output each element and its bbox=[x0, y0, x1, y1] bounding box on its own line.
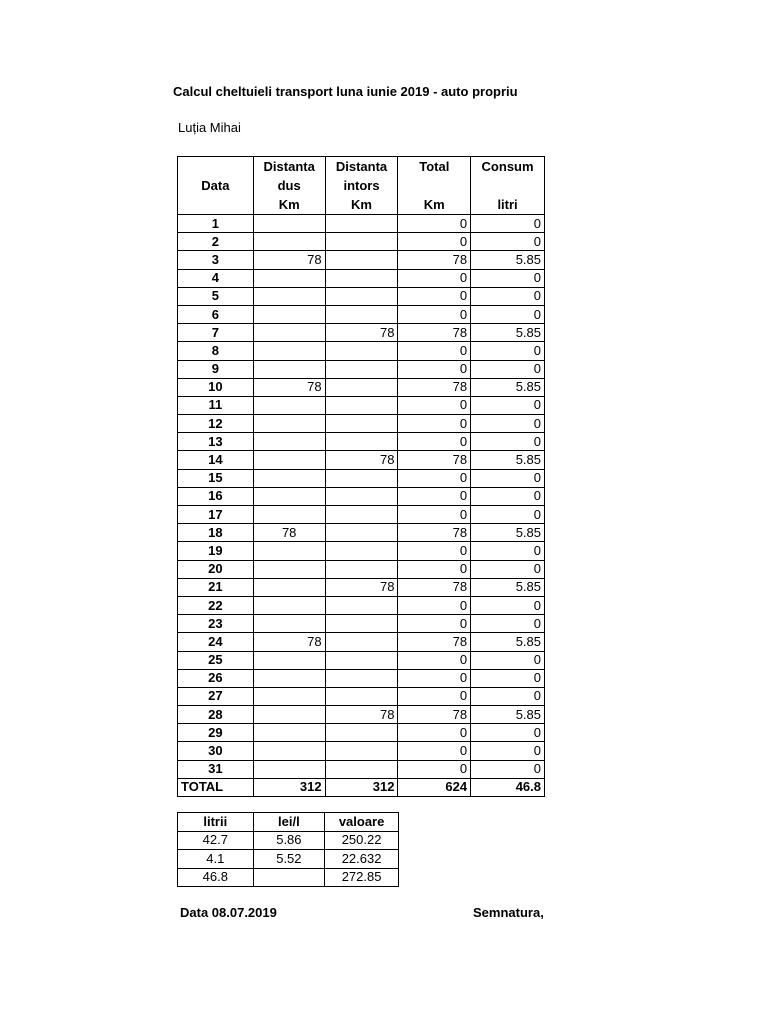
row-total: 0 bbox=[398, 560, 471, 578]
row-total: 0 bbox=[398, 687, 471, 705]
fuel-value: 22.632 bbox=[325, 850, 399, 869]
row-distanta-dus bbox=[253, 287, 325, 305]
row-total: 0 bbox=[398, 506, 471, 524]
row-distanta-intors bbox=[325, 651, 398, 669]
row-day: 10 bbox=[178, 378, 254, 396]
total-distanta-intors: 312 bbox=[325, 778, 398, 796]
row-consum: 5.85 bbox=[471, 251, 545, 269]
row-consum: 0 bbox=[471, 469, 545, 487]
row-distanta-dus bbox=[253, 615, 325, 633]
row-consum: 5.85 bbox=[471, 324, 545, 342]
row-distanta-dus bbox=[253, 233, 325, 251]
fuel-value: 272.85 bbox=[325, 868, 399, 887]
row-distanta-dus bbox=[253, 578, 325, 596]
row-day: 30 bbox=[178, 742, 254, 760]
table-row bbox=[178, 742, 545, 760]
document-date: Data 08.07.2019 bbox=[180, 905, 277, 920]
table-row bbox=[178, 233, 545, 251]
table-row bbox=[178, 560, 545, 578]
header-data: Data bbox=[178, 157, 254, 215]
row-consum: 0 bbox=[471, 560, 545, 578]
row-distanta-intors bbox=[325, 560, 398, 578]
table-row bbox=[178, 305, 545, 323]
row-distanta-dus: 78 bbox=[253, 524, 325, 542]
row-day: 6 bbox=[178, 305, 254, 323]
row-distanta-intors bbox=[325, 251, 398, 269]
table-row bbox=[178, 524, 545, 542]
fuel-header-lei-per-litru: lei/l bbox=[253, 813, 325, 832]
row-distanta-intors bbox=[325, 687, 398, 705]
header-consum: Consum litri bbox=[471, 157, 545, 215]
row-day: 23 bbox=[178, 615, 254, 633]
table-row bbox=[178, 687, 545, 705]
fuel-price bbox=[253, 868, 325, 887]
row-day: 8 bbox=[178, 342, 254, 360]
row-total: 0 bbox=[398, 215, 471, 233]
row-consum: 5.85 bbox=[471, 524, 545, 542]
table-row bbox=[178, 651, 545, 669]
row-day: 19 bbox=[178, 542, 254, 560]
row-distanta-intors bbox=[325, 287, 398, 305]
row-distanta-intors bbox=[325, 633, 398, 651]
row-total: 0 bbox=[398, 596, 471, 614]
header-distanta-intors: Distanta intors Km bbox=[325, 157, 398, 215]
row-consum: 0 bbox=[471, 269, 545, 287]
row-day: 25 bbox=[178, 651, 254, 669]
row-consum: 0 bbox=[471, 669, 545, 687]
row-total: 78 bbox=[398, 706, 471, 724]
table-row bbox=[178, 433, 545, 451]
table-row bbox=[178, 633, 545, 651]
table-header-row bbox=[178, 157, 545, 215]
row-distanta-intors bbox=[325, 487, 398, 505]
row-distanta-intors: 78 bbox=[325, 324, 398, 342]
row-distanta-dus bbox=[253, 415, 325, 433]
row-consum: 5.85 bbox=[471, 378, 545, 396]
row-consum: 0 bbox=[471, 342, 545, 360]
row-consum: 0 bbox=[471, 687, 545, 705]
row-total: 0 bbox=[398, 760, 471, 778]
document-title: Calcul cheltuieli transport luna iunie 2019 - auto propriu bbox=[173, 84, 518, 99]
table-row bbox=[178, 706, 545, 724]
table-row bbox=[178, 342, 545, 360]
fuel-row bbox=[178, 850, 399, 869]
row-distanta-dus bbox=[253, 706, 325, 724]
row-distanta-dus bbox=[253, 742, 325, 760]
row-total: 0 bbox=[398, 233, 471, 251]
row-distanta-dus bbox=[253, 269, 325, 287]
row-distanta-dus bbox=[253, 760, 325, 778]
row-distanta-intors bbox=[325, 524, 398, 542]
row-day: 2 bbox=[178, 233, 254, 251]
row-day: 21 bbox=[178, 578, 254, 596]
fuel-price: 5.86 bbox=[253, 831, 325, 850]
row-day: 31 bbox=[178, 760, 254, 778]
table-row bbox=[178, 724, 545, 742]
row-consum: 0 bbox=[471, 596, 545, 614]
row-day: 24 bbox=[178, 633, 254, 651]
table-row bbox=[178, 287, 545, 305]
row-consum: 0 bbox=[471, 305, 545, 323]
table-row bbox=[178, 269, 545, 287]
row-consum: 0 bbox=[471, 396, 545, 414]
table-row bbox=[178, 506, 545, 524]
row-total: 78 bbox=[398, 578, 471, 596]
row-total: 0 bbox=[398, 269, 471, 287]
row-distanta-dus bbox=[253, 651, 325, 669]
row-total: 0 bbox=[398, 669, 471, 687]
row-distanta-intors bbox=[325, 742, 398, 760]
row-day: 20 bbox=[178, 560, 254, 578]
row-day: 15 bbox=[178, 469, 254, 487]
row-distanta-intors bbox=[325, 669, 398, 687]
row-distanta-dus bbox=[253, 215, 325, 233]
row-distanta-intors bbox=[325, 760, 398, 778]
row-total: 0 bbox=[398, 542, 471, 560]
row-day: 18 bbox=[178, 524, 254, 542]
row-day: 12 bbox=[178, 415, 254, 433]
fuel-header-row bbox=[178, 813, 399, 832]
table-row bbox=[178, 596, 545, 614]
row-total: 78 bbox=[398, 378, 471, 396]
transport-table bbox=[177, 156, 545, 797]
header-distanta-dus: Distanta dus Km bbox=[253, 157, 325, 215]
row-consum: 5.85 bbox=[471, 633, 545, 651]
signature-label: Semnatura, bbox=[473, 905, 544, 920]
row-distanta-dus bbox=[253, 305, 325, 323]
row-distanta-dus bbox=[253, 342, 325, 360]
row-day: 16 bbox=[178, 487, 254, 505]
row-total: 0 bbox=[398, 469, 471, 487]
row-consum: 0 bbox=[471, 651, 545, 669]
row-total: 0 bbox=[398, 287, 471, 305]
row-distanta-intors bbox=[325, 378, 398, 396]
row-distanta-intors bbox=[325, 469, 398, 487]
table-row bbox=[178, 469, 545, 487]
table-row bbox=[178, 415, 545, 433]
row-distanta-intors bbox=[325, 615, 398, 633]
row-distanta-dus bbox=[253, 687, 325, 705]
total-row bbox=[178, 778, 545, 796]
header-total: Total Km bbox=[398, 157, 471, 215]
row-day: 9 bbox=[178, 360, 254, 378]
row-distanta-dus bbox=[253, 560, 325, 578]
row-distanta-intors bbox=[325, 724, 398, 742]
row-day: 28 bbox=[178, 706, 254, 724]
person-name: Luția Mihai bbox=[178, 120, 241, 135]
row-distanta-intors bbox=[325, 396, 398, 414]
row-total: 0 bbox=[398, 305, 471, 323]
row-day: 29 bbox=[178, 724, 254, 742]
row-distanta-intors: 78 bbox=[325, 451, 398, 469]
row-distanta-intors bbox=[325, 305, 398, 323]
table-row bbox=[178, 669, 545, 687]
row-distanta-intors bbox=[325, 542, 398, 560]
table-row bbox=[178, 487, 545, 505]
row-distanta-dus: 78 bbox=[253, 251, 325, 269]
row-distanta-dus bbox=[253, 542, 325, 560]
table-row bbox=[178, 451, 545, 469]
row-day: 26 bbox=[178, 669, 254, 687]
table-row bbox=[178, 542, 545, 560]
row-consum: 0 bbox=[471, 287, 545, 305]
fuel-row bbox=[178, 831, 399, 850]
row-consum: 0 bbox=[471, 487, 545, 505]
row-distanta-intors: 78 bbox=[325, 706, 398, 724]
row-distanta-dus: 78 bbox=[253, 633, 325, 651]
table-row bbox=[178, 360, 545, 378]
row-distanta-dus bbox=[253, 469, 325, 487]
row-consum: 0 bbox=[471, 233, 545, 251]
total-label: TOTAL bbox=[178, 778, 254, 796]
row-day: 4 bbox=[178, 269, 254, 287]
row-consum: 0 bbox=[471, 542, 545, 560]
row-consum: 5.85 bbox=[471, 578, 545, 596]
row-distanta-intors bbox=[325, 233, 398, 251]
row-consum: 0 bbox=[471, 360, 545, 378]
row-consum: 0 bbox=[471, 506, 545, 524]
fuel-litrii: 46.8 bbox=[178, 868, 254, 887]
fuel-total-row bbox=[178, 868, 399, 887]
table-row bbox=[178, 615, 545, 633]
row-day: 3 bbox=[178, 251, 254, 269]
row-distanta-intors bbox=[325, 360, 398, 378]
row-distanta-intors bbox=[325, 433, 398, 451]
row-distanta-intors bbox=[325, 506, 398, 524]
row-distanta-intors bbox=[325, 342, 398, 360]
row-day: 17 bbox=[178, 506, 254, 524]
row-day: 7 bbox=[178, 324, 254, 342]
row-total: 78 bbox=[398, 633, 471, 651]
table-row bbox=[178, 251, 545, 269]
table-row bbox=[178, 396, 545, 414]
row-consum: 0 bbox=[471, 742, 545, 760]
row-total: 78 bbox=[398, 451, 471, 469]
row-total: 0 bbox=[398, 396, 471, 414]
fuel-litrii: 4.1 bbox=[178, 850, 254, 869]
row-day: 1 bbox=[178, 215, 254, 233]
row-consum: 0 bbox=[471, 760, 545, 778]
row-distanta-dus: 78 bbox=[253, 378, 325, 396]
row-distanta-dus bbox=[253, 396, 325, 414]
row-total: 0 bbox=[398, 415, 471, 433]
row-total: 0 bbox=[398, 433, 471, 451]
fuel-value: 250.22 bbox=[325, 831, 399, 850]
row-distanta-intors bbox=[325, 596, 398, 614]
row-total: 78 bbox=[398, 324, 471, 342]
table-row bbox=[178, 215, 545, 233]
row-distanta-intors bbox=[325, 215, 398, 233]
row-distanta-dus bbox=[253, 451, 325, 469]
table-row bbox=[178, 578, 545, 596]
row-total: 0 bbox=[398, 651, 471, 669]
row-day: 27 bbox=[178, 687, 254, 705]
row-total: 78 bbox=[398, 524, 471, 542]
table-row bbox=[178, 324, 545, 342]
row-distanta-dus bbox=[253, 506, 325, 524]
row-consum: 0 bbox=[471, 433, 545, 451]
fuel-cost-table bbox=[177, 812, 399, 887]
row-day: 22 bbox=[178, 596, 254, 614]
row-total: 0 bbox=[398, 342, 471, 360]
row-day: 5 bbox=[178, 287, 254, 305]
row-total: 78 bbox=[398, 251, 471, 269]
row-total: 0 bbox=[398, 742, 471, 760]
row-distanta-dus bbox=[253, 324, 325, 342]
row-total: 0 bbox=[398, 615, 471, 633]
row-consum: 5.85 bbox=[471, 451, 545, 469]
row-consum: 0 bbox=[471, 415, 545, 433]
fuel-header-valoare: valoare bbox=[325, 813, 399, 832]
fuel-litrii: 42.7 bbox=[178, 831, 254, 850]
row-day: 14 bbox=[178, 451, 254, 469]
fuel-price: 5.52 bbox=[253, 850, 325, 869]
fuel-header-litrii: litrii bbox=[178, 813, 254, 832]
row-distanta-dus bbox=[253, 360, 325, 378]
row-day: 13 bbox=[178, 433, 254, 451]
total-km: 624 bbox=[398, 778, 471, 796]
row-distanta-intors bbox=[325, 269, 398, 287]
row-consum: 0 bbox=[471, 724, 545, 742]
row-total: 0 bbox=[398, 360, 471, 378]
row-distanta-dus bbox=[253, 433, 325, 451]
row-total: 0 bbox=[398, 487, 471, 505]
row-distanta-dus bbox=[253, 669, 325, 687]
total-distanta-dus: 312 bbox=[253, 778, 325, 796]
row-distanta-intors: 78 bbox=[325, 578, 398, 596]
row-distanta-dus bbox=[253, 596, 325, 614]
row-consum: 0 bbox=[471, 215, 545, 233]
row-distanta-dus bbox=[253, 487, 325, 505]
row-distanta-intors bbox=[325, 415, 398, 433]
total-consum: 46.8 bbox=[471, 778, 545, 796]
row-total: 0 bbox=[398, 724, 471, 742]
row-consum: 5.85 bbox=[471, 706, 545, 724]
row-day: 11 bbox=[178, 396, 254, 414]
table-row bbox=[178, 760, 545, 778]
row-distanta-dus bbox=[253, 724, 325, 742]
row-consum: 0 bbox=[471, 615, 545, 633]
table-row bbox=[178, 378, 545, 396]
